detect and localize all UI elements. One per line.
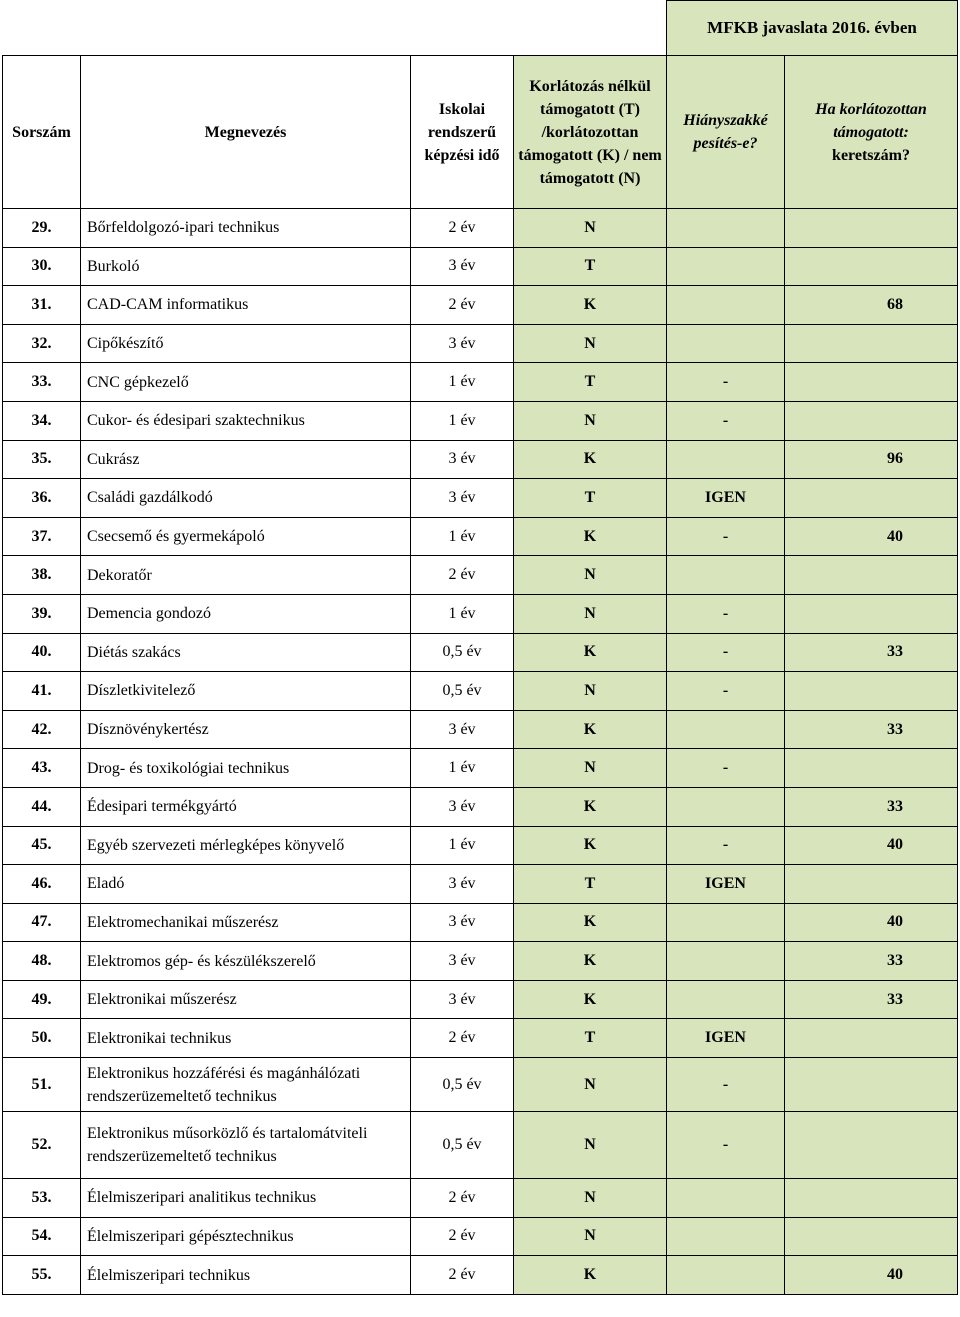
shortage-flag xyxy=(667,324,785,363)
training-duration: 3 év xyxy=(411,479,514,518)
support-status: T xyxy=(514,479,667,518)
caption-spacer xyxy=(3,1,667,56)
support-status: K xyxy=(514,826,667,865)
qualification-name: Burkoló xyxy=(81,247,411,286)
table-row xyxy=(3,1179,958,1218)
table-row xyxy=(3,980,958,1019)
table-row xyxy=(3,324,958,363)
shortage-flag xyxy=(667,1256,785,1295)
table-row xyxy=(3,672,958,711)
shortage-flag: - xyxy=(667,1112,785,1179)
quota-number xyxy=(785,865,958,904)
vocational-qualifications-table xyxy=(2,0,958,1295)
support-status: N xyxy=(514,209,667,248)
shortage-flag xyxy=(667,980,785,1019)
table-row xyxy=(3,247,958,286)
quota-number: 40 xyxy=(785,517,958,556)
quota-number: 40 xyxy=(785,826,958,865)
training-duration: 0,5 év xyxy=(411,1058,514,1112)
training-duration: 0,5 év xyxy=(411,672,514,711)
row-number: 46. xyxy=(3,865,81,904)
shortage-flag xyxy=(667,440,785,479)
header-ha-korl-line3: keretszám? xyxy=(832,146,910,164)
qualification-name: Cipőkészítő xyxy=(81,324,411,363)
training-duration: 2 év xyxy=(411,556,514,595)
qualification-name: Cukor- és édesipari szaktechnikus xyxy=(81,401,411,440)
table-row xyxy=(3,710,958,749)
table-row xyxy=(3,517,958,556)
training-duration: 3 év xyxy=(411,903,514,942)
qualification-name: Elektronikus műsorközlő és tartalomátviteli rendszerüzemeltető technikus xyxy=(81,1112,411,1179)
training-duration: 3 év xyxy=(411,865,514,904)
header-row xyxy=(3,56,958,209)
support-status: K xyxy=(514,942,667,981)
row-number: 52. xyxy=(3,1112,81,1179)
header-megnevezes: Megnevezés xyxy=(81,56,411,209)
quota-number: 33 xyxy=(785,942,958,981)
qualification-name: Demencia gondozó xyxy=(81,594,411,633)
support-status: T xyxy=(514,865,667,904)
row-number: 44. xyxy=(3,787,81,826)
support-status: K xyxy=(514,787,667,826)
qualification-name: Elektromos gép- és készülékszerelő xyxy=(81,942,411,981)
qualification-name: Drog- és toxikológiai technikus xyxy=(81,749,411,788)
caption-row xyxy=(3,1,958,56)
table-row xyxy=(3,787,958,826)
support-status: N xyxy=(514,1217,667,1256)
support-status: K xyxy=(514,517,667,556)
training-duration: 1 év xyxy=(411,363,514,402)
quota-number xyxy=(785,1112,958,1179)
shortage-flag: IGEN xyxy=(667,479,785,518)
row-number: 51. xyxy=(3,1058,81,1112)
training-duration: 1 év xyxy=(411,401,514,440)
qualification-name: Dísznövénykertész xyxy=(81,710,411,749)
row-number: 30. xyxy=(3,247,81,286)
qualification-name: Elektronikus hozzáférési és magánhálózati rendszerüzemeltető technikus xyxy=(81,1058,411,1112)
table-row xyxy=(3,440,958,479)
header-hiany-text: Hiányszakképesítés-e? xyxy=(683,112,768,152)
table-row xyxy=(3,401,958,440)
row-number: 40. xyxy=(3,633,81,672)
shortage-flag xyxy=(667,247,785,286)
shortage-flag: - xyxy=(667,594,785,633)
shortage-flag: - xyxy=(667,401,785,440)
training-duration: 3 év xyxy=(411,942,514,981)
row-number: 37. xyxy=(3,517,81,556)
training-duration: 2 év xyxy=(411,1217,514,1256)
support-status: N xyxy=(514,1058,667,1112)
row-number: 33. xyxy=(3,363,81,402)
table-row xyxy=(3,209,958,248)
quota-number: 33 xyxy=(785,787,958,826)
shortage-flag: - xyxy=(667,826,785,865)
header-ha-korlatozottan xyxy=(785,56,958,209)
row-number: 53. xyxy=(3,1179,81,1218)
shortage-flag: - xyxy=(667,363,785,402)
table-row xyxy=(3,363,958,402)
qualification-name: Diétás szakács xyxy=(81,633,411,672)
quota-number: 33 xyxy=(785,710,958,749)
quota-number: 40 xyxy=(785,903,958,942)
quota-number xyxy=(785,672,958,711)
qualification-name: CNC gépkezelő xyxy=(81,363,411,402)
quota-number xyxy=(785,247,958,286)
support-status: N xyxy=(514,594,667,633)
quota-number xyxy=(785,594,958,633)
support-status: N xyxy=(514,1112,667,1179)
row-number: 41. xyxy=(3,672,81,711)
support-status: K xyxy=(514,1256,667,1295)
qualification-name: Csecsemő és gyermekápoló xyxy=(81,517,411,556)
shortage-flag xyxy=(667,1179,785,1218)
training-duration: 1 év xyxy=(411,594,514,633)
row-number: 55. xyxy=(3,1256,81,1295)
table-row xyxy=(3,556,958,595)
training-duration: 2 év xyxy=(411,1019,514,1058)
training-duration: 2 év xyxy=(411,1256,514,1295)
training-duration: 2 év xyxy=(411,1179,514,1218)
row-number: 35. xyxy=(3,440,81,479)
qualification-name: Cukrász xyxy=(81,440,411,479)
training-duration: 2 év xyxy=(411,286,514,325)
quota-number xyxy=(785,749,958,788)
table-row xyxy=(3,1058,958,1112)
row-number: 29. xyxy=(3,209,81,248)
quota-number xyxy=(785,479,958,518)
quota-number xyxy=(785,1058,958,1112)
training-duration: 0,5 év xyxy=(411,633,514,672)
shortage-flag xyxy=(667,286,785,325)
quota-number: 96 xyxy=(785,440,958,479)
table-row xyxy=(3,633,958,672)
shortage-flag: - xyxy=(667,749,785,788)
row-number: 34. xyxy=(3,401,81,440)
shortage-flag: IGEN xyxy=(667,865,785,904)
qualification-name: Díszletkivitelező xyxy=(81,672,411,711)
shortage-flag: - xyxy=(667,517,785,556)
qualification-name: Édesipari termékgyártó xyxy=(81,787,411,826)
row-number: 54. xyxy=(3,1217,81,1256)
training-duration: 0,5 év xyxy=(411,1112,514,1179)
quota-number xyxy=(785,401,958,440)
training-duration: 2 év xyxy=(411,209,514,248)
qualification-name: Elektronikai technikus xyxy=(81,1019,411,1058)
header-ha-korl-line1: Ha korlátozottan xyxy=(815,100,927,118)
qualification-name: Elektronikai műszerész xyxy=(81,980,411,1019)
quota-number xyxy=(785,1179,958,1218)
support-status: N xyxy=(514,672,667,711)
shortage-flag: IGEN xyxy=(667,1019,785,1058)
table-row xyxy=(3,479,958,518)
support-status: K xyxy=(514,286,667,325)
training-duration: 3 év xyxy=(411,440,514,479)
shortage-flag xyxy=(667,1217,785,1256)
qualification-name: Egyéb szervezeti mérlegképes könyvelő xyxy=(81,826,411,865)
training-duration: 3 év xyxy=(411,247,514,286)
row-number: 32. xyxy=(3,324,81,363)
table-row xyxy=(3,1019,958,1058)
row-number: 42. xyxy=(3,710,81,749)
quota-number xyxy=(785,363,958,402)
row-number: 38. xyxy=(3,556,81,595)
table-caption: MFKB javaslata 2016. évben xyxy=(667,1,958,56)
table-row xyxy=(3,1256,958,1295)
row-number: 50. xyxy=(3,1019,81,1058)
quota-number: 68 xyxy=(785,286,958,325)
row-number: 47. xyxy=(3,903,81,942)
shortage-flag xyxy=(667,209,785,248)
support-status: N xyxy=(514,401,667,440)
shortage-flag xyxy=(667,556,785,595)
table-row xyxy=(3,594,958,633)
header-korlatozas: Korlátozás nélkül támogatott (T) /korlátozottan támogatott (K) / nem támogatott (N) xyxy=(514,56,667,209)
row-number: 39. xyxy=(3,594,81,633)
support-status: K xyxy=(514,710,667,749)
shortage-flag xyxy=(667,903,785,942)
shortage-flag xyxy=(667,787,785,826)
table-row xyxy=(3,942,958,981)
training-duration: 1 év xyxy=(411,749,514,788)
quota-number xyxy=(785,1019,958,1058)
shortage-flag: - xyxy=(667,672,785,711)
quota-number: 33 xyxy=(785,633,958,672)
qualification-name: Élelmiszeripari analitikus technikus xyxy=(81,1179,411,1218)
header-sorszam: Sorszám xyxy=(3,56,81,209)
support-status: T xyxy=(514,1019,667,1058)
table-row xyxy=(3,903,958,942)
shortage-flag xyxy=(667,942,785,981)
qualification-name: Dekoratőr xyxy=(81,556,411,595)
table-row xyxy=(3,1112,958,1179)
table-row xyxy=(3,749,958,788)
row-number: 48. xyxy=(3,942,81,981)
training-duration: 3 év xyxy=(411,324,514,363)
training-duration: 3 év xyxy=(411,787,514,826)
qualification-name: Élelmiszeripari gépésztechnikus xyxy=(81,1217,411,1256)
support-status: T xyxy=(514,363,667,402)
training-duration: 1 év xyxy=(411,826,514,865)
table-row xyxy=(3,826,958,865)
table-row xyxy=(3,1217,958,1256)
qualification-name: Bőrfeldolgozó-ipari technikus xyxy=(81,209,411,248)
support-status: K xyxy=(514,633,667,672)
support-status: K xyxy=(514,980,667,1019)
support-status: K xyxy=(514,440,667,479)
support-status: T xyxy=(514,247,667,286)
training-duration: 3 év xyxy=(411,980,514,1019)
table-row xyxy=(3,286,958,325)
support-status: N xyxy=(514,1179,667,1218)
support-status: N xyxy=(514,556,667,595)
table-row xyxy=(3,865,958,904)
support-status: N xyxy=(514,324,667,363)
qualification-name: Élelmiszeripari technikus xyxy=(81,1256,411,1295)
quota-number: 40 xyxy=(785,1256,958,1295)
row-number: 49. xyxy=(3,980,81,1019)
quota-number xyxy=(785,324,958,363)
row-number: 43. xyxy=(3,749,81,788)
header-ha-korl-line2: támogatott: xyxy=(833,123,909,141)
quota-number: 33 xyxy=(785,980,958,1019)
quota-number xyxy=(785,556,958,595)
quota-number xyxy=(785,209,958,248)
row-number: 45. xyxy=(3,826,81,865)
shortage-flag: - xyxy=(667,633,785,672)
qualification-name: Elektromechanikai műszerész xyxy=(81,903,411,942)
support-status: K xyxy=(514,903,667,942)
qualification-name: Eladó xyxy=(81,865,411,904)
header-hiany xyxy=(667,56,785,209)
shortage-flag xyxy=(667,710,785,749)
header-iskolai: Iskolai rendszerű képzési idő xyxy=(411,56,514,209)
training-duration: 1 év xyxy=(411,517,514,556)
quota-number xyxy=(785,1217,958,1256)
shortage-flag: - xyxy=(667,1058,785,1112)
support-status: N xyxy=(514,749,667,788)
row-number: 31. xyxy=(3,286,81,325)
training-duration: 3 év xyxy=(411,710,514,749)
qualification-name: Családi gazdálkodó xyxy=(81,479,411,518)
row-number: 36. xyxy=(3,479,81,518)
qualification-name: CAD-CAM informatikus xyxy=(81,286,411,325)
